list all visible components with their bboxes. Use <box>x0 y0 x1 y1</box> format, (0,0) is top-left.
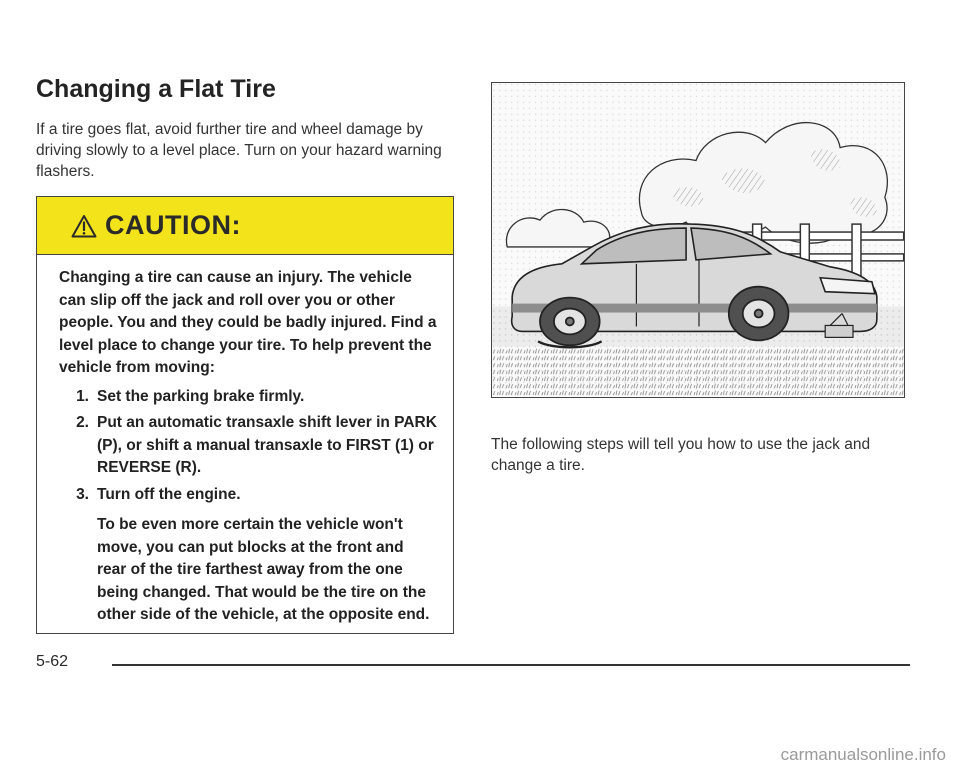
step-text: Set the parking brake firmly. <box>97 387 305 405</box>
list-item <box>59 412 437 480</box>
page-number: 5-62 <box>36 653 69 670</box>
page-title: Changing a Flat Tire <box>36 75 276 103</box>
illustration-svg <box>492 83 904 397</box>
watermark-link[interactable]: carmanualsonline.info <box>780 745 946 764</box>
caution-box <box>36 196 454 634</box>
caution-label: CAUTION: <box>105 210 241 240</box>
step-text: Turn off the engine. <box>97 485 241 503</box>
caution-warning-text: Changing a tire can cause an injury. The vehicle can slip off the jack and roll over you or other people. You and they could be badly injured. Find a level place to change your tire. To help prevent the vehicle from moving: <box>59 269 437 376</box>
step-number: 3. <box>76 485 89 503</box>
car-with-flat-tire-illustration <box>491 82 905 398</box>
step-number: 2. <box>76 414 89 431</box>
warning-triangle-icon <box>71 214 97 238</box>
caution-steps <box>59 386 437 507</box>
caution-body <box>37 255 453 627</box>
intro-paragraph: If a tire goes flat, avoid further tire and wheel damage by driving slowly to a level place. Turn on your hazard warning flashers. <box>36 121 442 180</box>
caution-banner <box>37 197 453 255</box>
caution-followup: To be even more certain the vehicle won't move, you can put blocks at the front and rear of the tire farthest away from the one being changed. That would be the tire on the other side of the vehicle, at the opposite end. <box>97 516 430 623</box>
list-item <box>59 484 437 507</box>
step-number: 1. <box>76 387 89 405</box>
list-item <box>59 386 437 409</box>
step-text: Put an automatic transaxle shift lever in PARK (P), or shift a manual transaxle to FIRST (1) or REVERSE (R). <box>97 414 437 476</box>
steps-intro-paragraph: The following steps will tell you how to use the jack and change a tire. <box>491 436 871 474</box>
footer-rule <box>112 664 910 666</box>
